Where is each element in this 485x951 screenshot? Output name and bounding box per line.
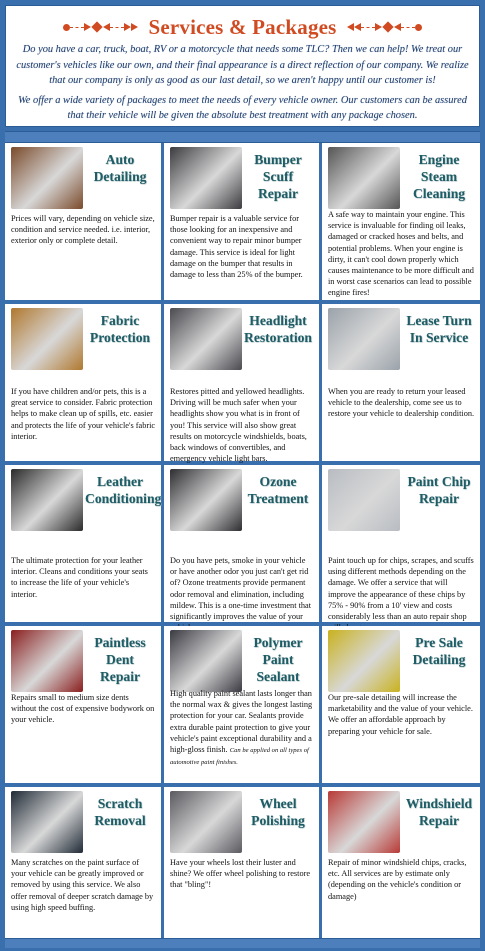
service-title: Leather Conditioning [85,474,162,506]
service-description [11,692,156,726]
service-title: Scratch Removal [94,796,146,828]
service-title: Paint Chip Repair [407,474,471,506]
service-title: Bumper Scuff Repair [254,152,302,201]
service-photo [328,147,400,209]
service-card [164,626,319,783]
divider-band [5,131,480,143]
services-row [5,143,480,300]
service-description-text: Bumper repair is a valuable service for those looking for an inexpensive and convenient way to repair minor bumper damage. This service is ideal for light damage on the bumper that results in damage to less than 25% of the bumper. [170,214,303,280]
service-title: Auto Detailing [93,152,147,184]
service-description-text: Our pre-sale detailing will increase the marketability and the value of your vehicle. We offer an affordable approach by preparing your vehicle for sale. [328,693,473,736]
service-description [170,857,314,891]
service-photo [328,308,400,370]
service-card [322,304,480,461]
service-description [328,857,475,902]
service-photo [170,791,242,853]
service-description-text: Paint touch up for chips, scrapes, and scuffs using different methods depending on the damage. We offer a service that will improve the appearance of these chips by 75% - 90% from a 10' view and costs considerably less than an auto repair shop [328,556,474,622]
services-row [5,787,480,944]
service-card [322,143,480,300]
service-photo [328,469,400,531]
intro-paragraph-2: We offer a wide variety of packages to meet the needs of every vehicle owner. Our customers can be assured that their vehicle will be given the absolute best treatment with any package chosen. [18,94,467,121]
footer-band [5,938,480,948]
service-card [5,465,161,622]
service-photo [170,308,242,370]
service-title: Ozone Treatment [247,474,309,506]
service-description [170,386,314,464]
service-description-text: Prices will vary, depending on vehicle size, condition and service needed. i.e. interior, exterior only or complete detail. [11,214,155,246]
service-description [328,555,475,633]
service-title: Polymer Paint Sealant [253,635,303,684]
service-description [170,213,314,280]
service-description [170,555,314,633]
service-description-text: High quality paint sealant lasts longer than the normal wax & gives the longest lasting protection for your car. Sealants provide extra durable paint protection to give your vehicle's paint exceptional durability and a high-gloss finish. [170,689,313,755]
service-card [164,143,319,300]
service-description [11,555,156,600]
service-photo [328,630,400,692]
service-card [5,626,161,783]
service-description-text: If you have children and/or pets, this is a great service to consider. Fabric protection helps to make clean up of spills, etc. easier and protects the life of your vehicle's fabric interior. [11,387,156,441]
service-description-text: Repairs small to medium size dents without the cost of expensive bodywork on your vehicle. [11,693,155,725]
service-photo [328,791,400,853]
service-description-text: Do you have pets, smoke in your vehicle or have another odor you just can't get rid of? Ozone treatments provide permanent odor removal and elimination, including mildew. This is a one-time investment that significantly improves the value of your [170,556,312,622]
right-ornament-icon [347,23,422,31]
service-note: Can be applied on all types of automotive paint finishes. [170,747,309,767]
service-photo [170,630,242,692]
service-card [322,626,480,783]
service-photo [11,791,83,853]
service-description [328,692,475,737]
service-card [164,465,319,622]
service-description-text: Restores pitted and yellowed headlights. Driving will be much safer when your headlights show you what is in front of you! This service will also show great results on motorcycle windshields, boats, back windows of convertibles, and emergency vehicle light bars. [170,387,307,464]
service-card [322,787,480,944]
service-description [170,688,314,768]
title-row [6,14,479,40]
page-title: Services & Packages [148,14,337,39]
service-description [11,213,156,247]
service-card [322,465,480,622]
service-title: Windshield Repair [405,796,473,828]
header-panel [5,5,480,127]
service-title: Fabric Protection [89,313,151,345]
service-title: Engine Steam Cleaning [412,152,466,201]
service-title: Wheel Polishing [251,796,305,828]
service-description [11,857,156,913]
services-row [5,465,480,622]
service-card [5,143,161,300]
service-description [328,209,475,299]
service-photo [170,147,242,209]
intro-paragraph-1: Do you have a car, truck, boat, RV or a motorcycle that needs some TLC? Then we can help! We treat our customer's vehicles like our own, and their final appearance is a direct reflection of our company. We realize that our company is only as good as our last detail, so we aren't happy until our customer is! [16,44,469,86]
service-card [164,787,319,944]
service-description-text: A safe way to maintain your engine. This service is invaluable for finding oil leaks, damaged or cracked hoses and belts, and potential problems. When your engine is dirty, it can't cool down properly which causes maintenance to be more difficult and in worst case scenarios can lead to possible engine fires! [328,210,474,298]
service-description-text: Repair of minor windshield chips, cracks, etc. All services are by estimate only (depending on the vehicle's condition or damage) [328,858,467,901]
service-description-text: When you are ready to return your leased vehicle to the dealership, come see us to restore your vehicle to dealership condition. [328,387,475,419]
service-title: Paintless Dent Repair [94,635,146,684]
services-row [5,304,480,464]
service-card [5,304,161,461]
service-description-text: Many scratches on the paint surface of your vehicle can be greatly improved or removed by using this service. We also offer removal of deeper scratch damage by using high speed buffing. [11,858,154,912]
service-photo [11,469,83,531]
service-photo [11,630,83,692]
services-row [5,626,480,783]
service-title: Headlight Restoration [244,313,312,345]
intro-text [16,42,469,124]
service-photo [11,147,83,209]
service-description [11,386,156,442]
service-card [5,787,161,944]
service-photo [11,308,83,370]
service-description-text: The ultimate protection for your leather interior. Cleans and conditions your seats to increase the life of your vehicle's interior. [11,556,148,599]
service-title: Lease Turn In Service [406,313,472,345]
service-photo [170,469,242,531]
service-title: Pre Sale Detailing [412,635,466,667]
service-description-text: Have your wheels lost their luster and shine? We offer wheel polishing to restore that "bling"! [170,858,311,890]
left-ornament-icon [63,23,138,31]
service-card [164,304,319,464]
service-description [328,386,475,420]
